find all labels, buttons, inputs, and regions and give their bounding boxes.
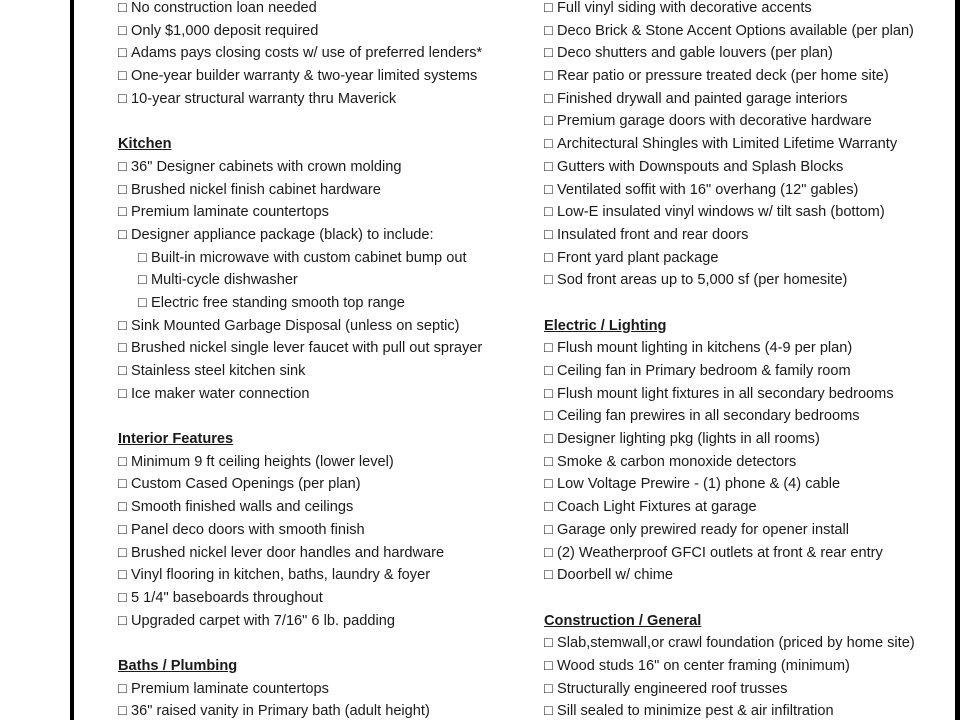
list-item: □ Only $1,000 deposit required (118, 20, 482, 43)
list-item: □ Full vinyl siding with decorative accents (544, 0, 915, 20)
checkbox-icon: □ (118, 589, 127, 606)
list-item: □ Sink Mounted Garbage Disposal (unless on septic) (118, 315, 482, 338)
checkbox-icon: □ (138, 294, 147, 311)
list-item: □ Custom Cased Openings (per plan) (118, 473, 482, 496)
list-item: □ Rear patio or pressure treated deck (per home site) (544, 65, 915, 88)
baths-section (118, 655, 482, 723)
checkbox-icon: □ (118, 453, 127, 470)
checkbox-icon: □ (544, 680, 553, 697)
sub-list-item: □ Built-in microwave with custom cabinet bump out (118, 247, 482, 270)
checkbox-icon: □ (118, 567, 127, 584)
checkbox-icon: □ (544, 136, 553, 153)
list-item: □ Insulated front and rear doors (544, 224, 915, 247)
checkbox-icon: □ (138, 272, 147, 289)
list-item: □ Flush mount lighting in kitchens (4-9 per plan) (544, 337, 915, 360)
checkbox-icon: □ (544, 544, 553, 561)
list-item: □ Architectural Shingles with Limited Lifetime Warranty (544, 133, 915, 156)
list-item: □ Flush mount light fixtures in all secondary bedrooms (544, 383, 915, 406)
list-item: □ 10-year structural warranty thru Maverick (118, 88, 482, 111)
kitchen-section (118, 133, 482, 405)
list-item: □ Coach Light Fixtures at garage (544, 496, 915, 519)
checkbox-icon: □ (544, 363, 553, 379)
list-item: □ Deco shutters and gable louvers (per plan) (544, 42, 915, 65)
checkbox-icon: □ (544, 703, 553, 720)
list-item: □ Brushed nickel finish cabinet hardware (118, 179, 482, 202)
checkbox-icon: □ (118, 181, 127, 198)
checkbox-icon: □ (118, 68, 127, 85)
list-item: □ 36" Designer cabinets with crown molding (118, 156, 482, 179)
checkbox-icon: □ (118, 499, 127, 516)
section-heading-interior: Interior Features (118, 431, 234, 448)
list-item: □ Low-E insulated vinyl windows w/ tilt sash (bottom) (544, 201, 915, 224)
checkbox-icon: □ (118, 363, 127, 379)
construction-section (544, 610, 915, 723)
list-item: □ Ventilated soffit with 16" overhang (12" gables) (544, 179, 915, 202)
list-item: □ One-year builder warranty & two-year limited systems (118, 65, 482, 88)
checkbox-icon: □ (118, 204, 127, 221)
list-item: □ Garage only prewired ready for opener install (544, 519, 915, 542)
checkbox-icon: □ (544, 476, 553, 493)
list-item: □ Brushed nickel single lever faucet with pull out sprayer (118, 337, 482, 360)
checkbox-icon: □ (544, 249, 553, 266)
checkbox-icon: □ (118, 544, 127, 561)
list-item: □ Premium laminate countertops (118, 678, 482, 701)
checkbox-icon: □ (544, 90, 553, 107)
list-item: □ Minimum 9 ft ceiling heights (lower level) (118, 451, 482, 474)
section-heading-electric: Electric / Lighting (544, 317, 667, 334)
checkbox-icon: □ (138, 249, 147, 266)
section-heading-construction: Construction / General (544, 612, 702, 629)
list-item: □ Gutters with Downspouts and Splash Blocks (544, 156, 915, 179)
checkbox-icon: □ (544, 181, 553, 198)
checkbox-icon: □ (118, 476, 127, 493)
list-item: □ Front yard plant package (544, 247, 915, 270)
checkbox-icon: □ (118, 703, 127, 720)
general-list (118, 0, 482, 110)
list-item: □ Smoke & carbon monoxide detectors (544, 451, 915, 474)
checkbox-icon: □ (544, 408, 553, 425)
checkbox-icon: □ (118, 317, 127, 334)
checkbox-icon: □ (544, 521, 553, 538)
list-item: □ Premium laminate countertops (118, 201, 482, 224)
checkbox-icon: □ (118, 612, 127, 629)
page-border-left (70, 0, 74, 720)
list-item: □ Premium garage doors with decorative hardware (544, 110, 915, 133)
interior-section (118, 428, 482, 632)
page-border-right (955, 0, 960, 720)
list-item: □ No construction loan needed (118, 0, 482, 20)
list-item: □ Smooth finished walls and ceilings (118, 496, 482, 519)
list-item: □ Brushed nickel lever door handles and hardware (118, 542, 482, 565)
list-item: □ Designer appliance package (black) to include: (118, 224, 482, 247)
checkbox-icon: □ (544, 45, 553, 62)
list-item: □ (2) Weatherproof GFCI outlets at front & rear entry (544, 542, 915, 565)
checkbox-icon: □ (544, 22, 553, 39)
list-item: □ Slab,stemwall,or crawl foundation (priced by home site) (544, 632, 915, 655)
list-item: □ Ceiling fan in Primary bedroom & family room (544, 360, 915, 383)
list-item: □ 36" raised vanity in Primary bath (adult height) (118, 700, 482, 723)
sub-list-item: □ Electric free standing smooth top range (118, 292, 482, 315)
checkbox-icon: □ (544, 635, 553, 652)
list-item: □ Adams pays closing costs w/ use of preferred lenders* (118, 42, 482, 65)
list-item: □ Upgraded carpet with 7/16" 6 lb. padding (118, 610, 482, 633)
checkbox-icon: □ (118, 90, 127, 107)
list-item: □ Designer lighting pkg (lights in all rooms) (544, 428, 915, 451)
electric-section (544, 315, 915, 587)
checkbox-icon: □ (118, 0, 127, 16)
list-item: □ Ice maker water connection (118, 383, 482, 406)
list-item: □ Wood studs 16" on center framing (minimum) (544, 655, 915, 678)
section-heading-baths: Baths / Plumbing (118, 657, 238, 674)
list-item: □ Stainless steel kitchen sink (118, 360, 482, 383)
list-item: □ Sill sealed to minimize pest & air infiltration (544, 700, 915, 723)
checkbox-icon: □ (544, 431, 553, 448)
checkbox-icon: □ (118, 680, 127, 697)
list-item: □ Panel deco doors with smooth finish (118, 519, 482, 542)
checkbox-icon: □ (118, 158, 127, 175)
checkbox-icon: □ (544, 385, 553, 402)
checkbox-icon: □ (118, 45, 127, 62)
list-item: □ Ceiling fan prewires in all secondary bedrooms (544, 405, 915, 428)
list-item: □ Structurally engineered roof trusses (544, 678, 915, 701)
checkbox-icon: □ (544, 113, 553, 130)
checkbox-icon: □ (544, 272, 553, 289)
list-item: □ 5 1/4" baseboards throughout (118, 587, 482, 610)
sub-list-item: □ Multi-cycle dishwasher (118, 269, 482, 292)
right-column (544, 0, 915, 723)
section-heading-kitchen: Kitchen (118, 136, 172, 153)
checkbox-icon: □ (544, 158, 553, 175)
list-item: □ Sod front areas up to 5,000 sf (per homesite) (544, 269, 915, 292)
checkbox-icon: □ (544, 657, 553, 674)
list-item: □ Low Voltage Prewire - (1) phone & (4) cable (544, 473, 915, 496)
checkbox-icon: □ (544, 453, 553, 470)
checkbox-icon: □ (544, 567, 553, 584)
left-column (118, 0, 482, 723)
checkbox-icon: □ (544, 0, 553, 16)
checkbox-icon: □ (544, 340, 553, 357)
checkbox-icon: □ (544, 226, 553, 243)
list-item: □ Deco Brick & Stone Accent Options available (per plan) (544, 20, 915, 43)
checkbox-icon: □ (118, 385, 127, 402)
list-item: □ Doorbell w/ chime (544, 564, 915, 587)
checkbox-icon: □ (118, 521, 127, 538)
checkbox-icon: □ (544, 499, 553, 516)
exterior-list (544, 0, 915, 292)
checkbox-icon: □ (544, 204, 553, 221)
checkbox-icon: □ (118, 340, 127, 357)
list-item: □ Vinyl flooring in kitchen, baths, laundry & foyer (118, 564, 482, 587)
checkbox-icon: □ (118, 22, 127, 39)
checkbox-icon: □ (544, 68, 553, 85)
list-item: □ Finished drywall and painted garage interiors (544, 88, 915, 111)
checkbox-icon: □ (118, 226, 127, 243)
